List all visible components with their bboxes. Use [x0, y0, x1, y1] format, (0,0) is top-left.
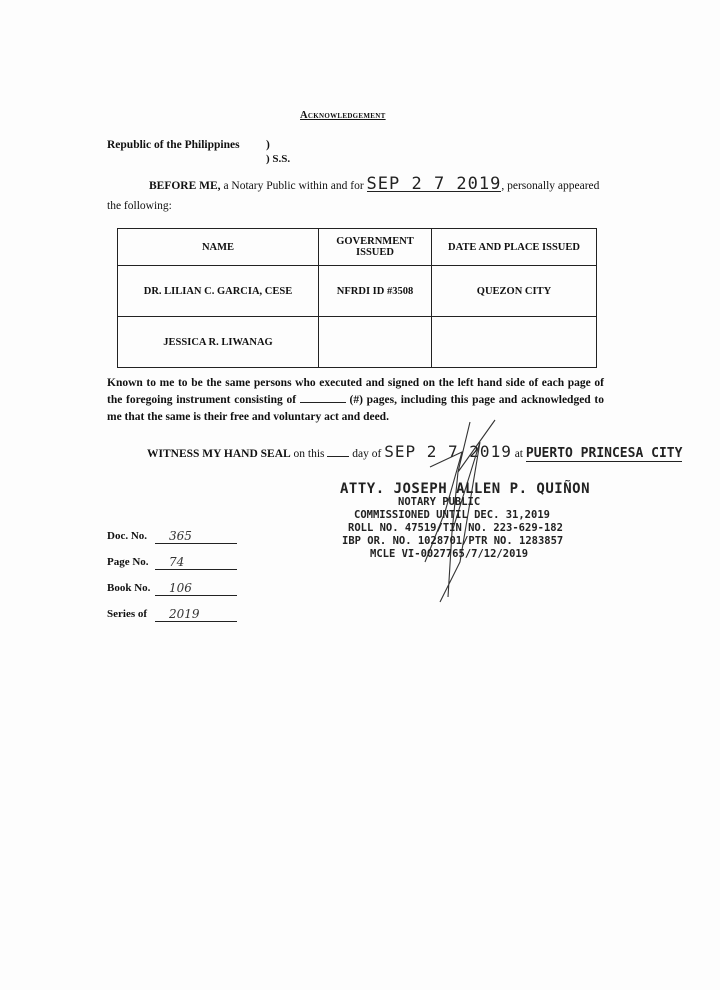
witness-date-stamp: SEP 2 7 2019 — [384, 442, 512, 461]
doc-value: 106 — [155, 582, 237, 596]
doc-value: 2019 — [155, 608, 237, 622]
header-date-place: DATE AND PLACE ISSUED — [432, 229, 597, 266]
witness-text1: on this — [290, 448, 328, 460]
notary-name: ATTY. JOSEPH ALLEN P. QUIÑON — [340, 481, 591, 497]
document-title: Acknowledgement — [300, 110, 386, 121]
notary-seal — [340, 483, 590, 561]
doc-label: Doc. No. — [107, 530, 148, 542]
witness-text2: day of — [349, 448, 385, 460]
witness-lead: WITNESS MY HAND SEAL — [147, 448, 291, 460]
notary-commission: COMMISSIONED UNTIL DEC. 31,2019 — [354, 509, 550, 521]
before-me-text2: , personally appeared the following: — [107, 180, 600, 212]
witness-city: PUERTO PRINCESA CITY — [525, 446, 683, 461]
header-government-issued: GOVERNMENT ISSUED — [319, 229, 432, 266]
notary-roll: ROLL NO. 47519/TIN NO. 223-629-182 — [348, 522, 563, 534]
doc-value: 365 — [155, 530, 237, 544]
cell-place: QUEZON CITY — [432, 266, 597, 317]
appearance-table — [117, 228, 597, 368]
notary-role: NOTARY PUBLIC — [398, 496, 481, 508]
venue-ss: ) S.S. — [266, 153, 291, 165]
known-text2: (#) pages, including this page and acknowledged to me that the same is their free and voluntary act and deed. — [107, 394, 604, 423]
before-me-paragraph — [107, 176, 607, 216]
cell-id — [319, 317, 432, 368]
cell-place — [432, 317, 597, 368]
cell-id: NFRDI ID #3508 — [319, 266, 432, 317]
header-name: NAME — [118, 229, 319, 266]
before-me-text1: a Notary Public within and for — [220, 180, 367, 192]
venue-bracket: ) — [266, 139, 270, 151]
notary-ibp: IBP OR. NO. 1028701/PTR NO. 1283857 — [342, 535, 564, 547]
cell-name: DR. LILIAN C. GARCIA, CESE — [118, 266, 319, 317]
doc-value: 74 — [155, 556, 237, 570]
cell-name: JESSICA R. LIWANAG — [118, 317, 319, 368]
doc-label: Series of — [107, 608, 148, 620]
table-row — [118, 317, 597, 368]
known-text1: Known to me to be the same persons who executed and signed on the left hand side of each page of the foregoing instrument consisting of — [107, 377, 604, 406]
witness-text3: at — [511, 448, 526, 460]
table-row — [118, 266, 597, 317]
before-me-lead: BEFORE ME, — [149, 180, 221, 192]
date-stamp: SEP 2 7 2019 — [366, 174, 502, 194]
venue-country: Republic of the Philippines — [107, 139, 240, 151]
doc-label: Book No. — [107, 582, 151, 594]
day-blank — [327, 456, 349, 457]
pages-blank — [300, 402, 346, 403]
notary-mcle: MCLE VI-0027765/7/12/2019 — [370, 548, 529, 560]
table-header-row — [118, 229, 597, 266]
doc-label: Page No. — [107, 556, 149, 568]
